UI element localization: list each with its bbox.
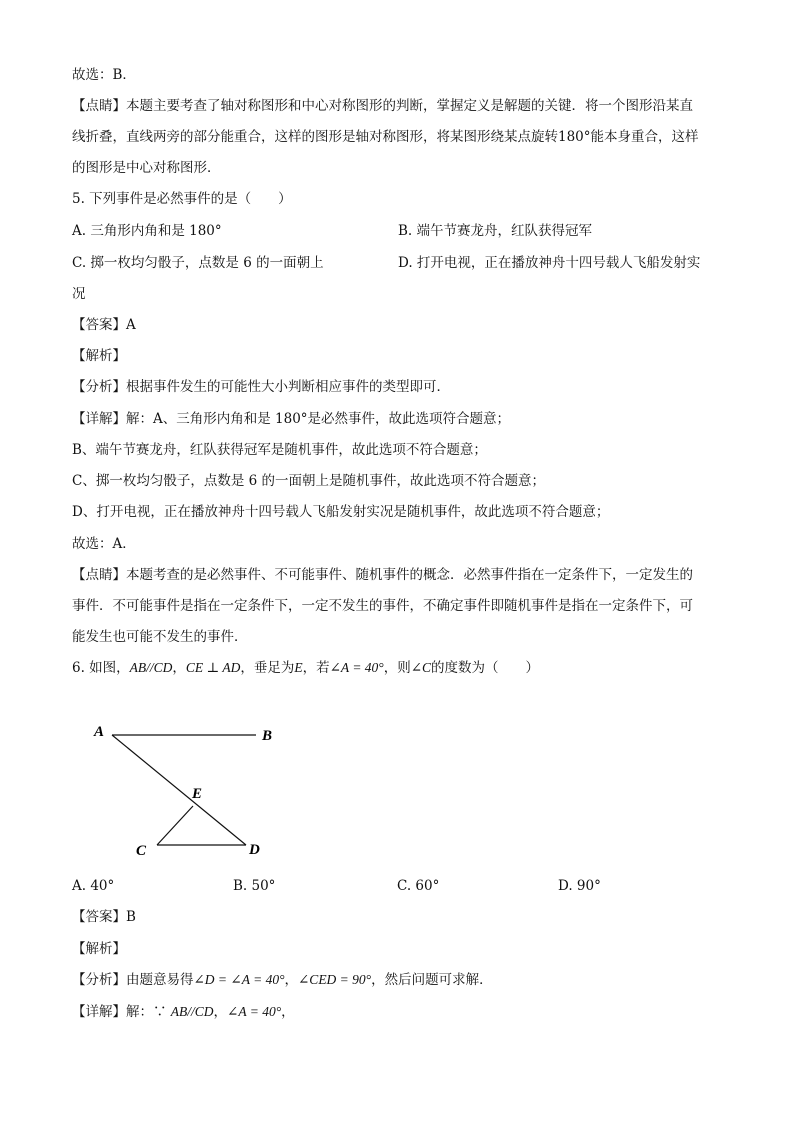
answer-label: 【答案】A — [72, 317, 136, 333]
text-line: 能发生也可能不发生的事件． — [72, 629, 248, 645]
answer-label: 【答案】B — [72, 909, 136, 925]
label-b: B — [262, 728, 273, 744]
q6-suffix: 的度数为（ ） — [431, 660, 540, 676]
analysis-6-suffix: ，然后问题可求解． — [371, 972, 493, 988]
label-a: A — [94, 724, 105, 740]
q6-option-c: C. 60° — [397, 878, 440, 894]
text-line: 故选：A． — [72, 536, 136, 552]
label-c: C — [136, 843, 147, 859]
q6-angle-c: ∠C — [410, 660, 432, 675]
q5-option-c: C. 掷一枚均匀骰子，点数是 6 的一面朝上 — [72, 255, 324, 271]
text-line: D、打开电视，正在播放神舟十四号载人飞船发射实况是随机事件，故此选项不符合题意； — [72, 504, 610, 520]
analysis-6-eq1: ∠D = ∠A = 40° — [193, 972, 285, 987]
detail-6 — [72, 1003, 295, 1021]
q6-mid3: ，则 — [383, 660, 411, 676]
text-line: 况 — [72, 286, 86, 302]
analysis-label: 【解析】 — [72, 941, 126, 957]
q6-option-b: B. 50° — [233, 878, 276, 894]
q6-option-d: D. 90° — [558, 878, 601, 894]
analysis-6-prefix: 【分析】由题意易得 — [72, 972, 194, 988]
text-line: 的图形是中心对称图形． — [72, 160, 221, 176]
question-5-stem: 5. 下列事件是必然事件的是（ ） — [72, 191, 292, 207]
q6-point-e: E — [294, 660, 303, 675]
line-ce — [157, 806, 193, 845]
text-line: 事件．不可能事件是指在一定条件下，一定不发生的事件，不确定事件即随机事件是指在一定条件下，可 — [72, 598, 693, 614]
label-d: D — [249, 842, 260, 858]
detail-6-angle-a: ∠A = 40° — [227, 1004, 282, 1019]
text-line: 故选：B． — [72, 67, 136, 83]
text-line: 【分析】根据事件发生的可能性大小判断相应事件的类型即可． — [72, 379, 450, 395]
q6-mid: ，垂足为 — [240, 660, 295, 676]
analysis-6 — [72, 971, 493, 989]
detail-6-ab-cd: AB//CD — [170, 1004, 214, 1019]
q5-option-a: A. 三角形内角和是 180° — [72, 223, 222, 239]
text-line: 【详解】解：A、三角形内角和是 180°是必然事件，故此选项符合题意； — [72, 411, 511, 427]
analysis-6-sep: ， — [284, 972, 298, 988]
detail-6-prefix: 【详解】解：∵ — [72, 1004, 171, 1020]
line-ad — [112, 735, 246, 845]
text-line: B、端午节赛龙舟，红队获得冠军是随机事件，故此选项不符合题意； — [72, 442, 487, 458]
detail-6-suffix: ， — [281, 1004, 295, 1020]
q6-angle-a: ∠A = 40° — [329, 660, 384, 675]
detail-6-sep: ， — [213, 1004, 228, 1020]
q5-option-d: D. 打开电视，正在播放神舟十四号载人飞船发射实 — [398, 255, 701, 271]
q6-ab-parallel-cd: AB//CD — [129, 660, 173, 675]
label-e: E — [192, 786, 203, 802]
q6-sep: ， — [172, 660, 186, 676]
q5-option-b: B. 端午节赛龙舟，红队获得冠军 — [398, 223, 593, 239]
text-line: 【点睛】本题主要考查了轴对称图形和中心对称图形的判断，掌握定义是解题的关键．将一个图形沿某直 — [72, 98, 693, 114]
text-line: C、掷一枚均匀骰子，点数是 6 的一面朝上是随机事件，故此选项不符合题意； — [72, 473, 545, 489]
geometry-figure — [90, 716, 290, 866]
question-6-stem — [72, 659, 539, 677]
text-line: 【点睛】本题考查的是必然事件、不可能事件、随机事件的概念．必然事件指在一定条件下，一定发生的 — [72, 567, 693, 583]
text-line: 线折叠，直线两旁的部分能重合，这样的图形是轴对称图形，将某图形绕某点旋转180°能本身重合，这样 — [72, 129, 699, 145]
analysis-label: 【解析】 — [72, 348, 126, 364]
analysis-6-eq2: ∠CED = 90° — [298, 972, 372, 987]
q6-prefix: 6. 如图， — [72, 660, 130, 676]
q6-mid2: ，若 — [302, 660, 330, 676]
q6-ce-perp-ad: CE ⊥ AD — [185, 660, 241, 675]
q6-option-a: A. 40° — [72, 878, 115, 894]
